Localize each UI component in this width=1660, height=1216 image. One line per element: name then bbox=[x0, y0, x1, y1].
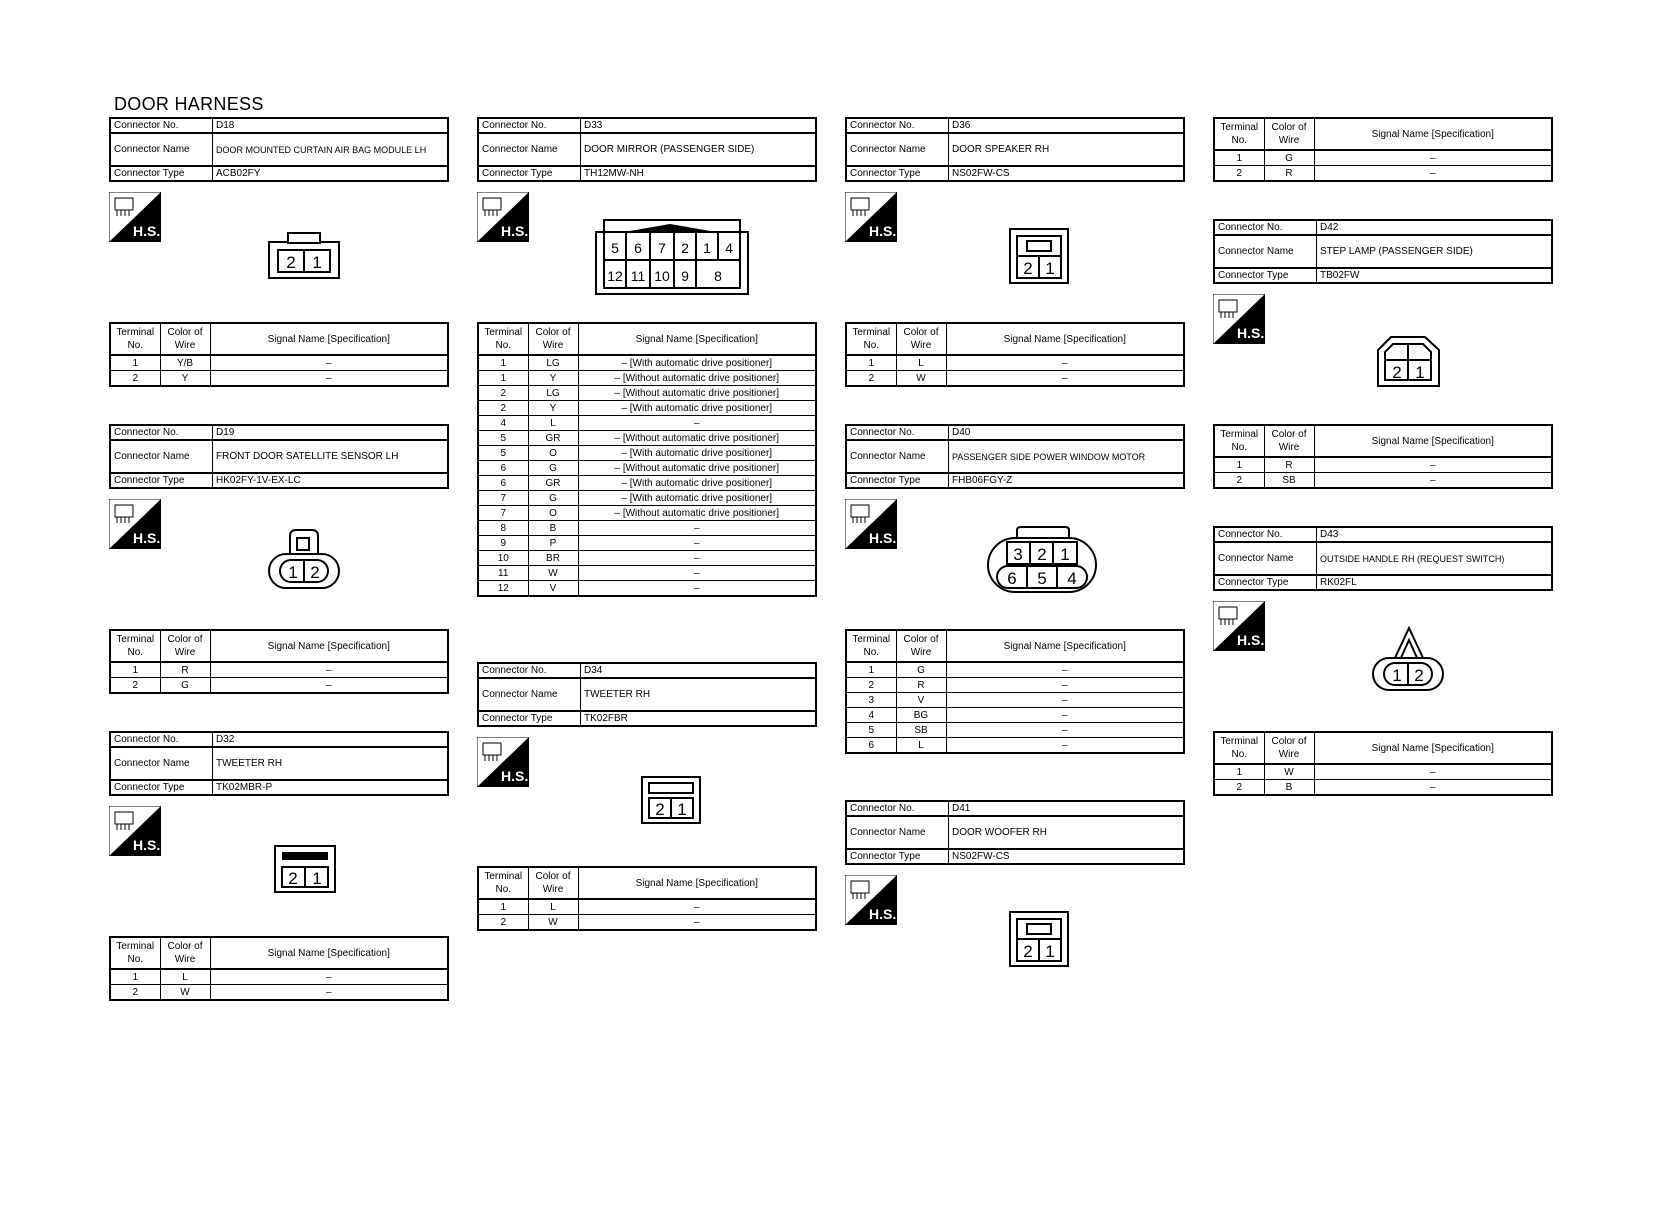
svg-text:1: 1 bbox=[288, 563, 298, 582]
table-row bbox=[478, 461, 816, 476]
terminal-table-d34: Terminal No. Color of Wire Signal Name [Specification] 1 L – 2 W – bbox=[477, 866, 817, 931]
conn-name-value: FRONT DOOR SATELLITE SENSOR LH bbox=[213, 440, 449, 473]
connector-face-d42 bbox=[1377, 336, 1441, 388]
svg-text:H.S.: H.S. bbox=[869, 530, 897, 546]
terminal-table-d41: Terminal No. Color of Wire Signal Name [Specification] 1 G – 2 R – bbox=[1213, 117, 1553, 182]
harness-side-icon bbox=[109, 806, 161, 856]
conn-type-label: Connector Type bbox=[110, 473, 213, 488]
signal-cell: – bbox=[946, 678, 1184, 693]
connector-d43-header: Connector No. D43 Connector Name OUTSIDE HANDLE RH (REQUEST SWITCH) Connector Type RK02FL bbox=[1213, 526, 1553, 591]
conn-no-value: D18 bbox=[213, 118, 449, 133]
svg-text:H.S.: H.S. bbox=[501, 223, 529, 239]
terminal-cell: 2 bbox=[1214, 166, 1264, 182]
harness-side-icon bbox=[109, 499, 161, 549]
svg-text:8: 8 bbox=[714, 268, 722, 284]
connector-face-d34 bbox=[641, 776, 703, 826]
terminal-table-d40: Terminal No. Color of Wire Signal Name [Specification] 1 G – 2 R – 3 V – 4 BG – 5 SB – 6 L – bbox=[845, 629, 1185, 754]
conn-type-value: HK02FY-1V-EX-LC bbox=[213, 473, 449, 488]
terminal-cell: 6 bbox=[478, 461, 528, 476]
wire-color-cell: Y/B bbox=[160, 355, 210, 371]
terminal-cell: 8 bbox=[478, 521, 528, 536]
signal-cell: – [With automatic drive positioner] bbox=[578, 446, 816, 461]
svg-text:10: 10 bbox=[654, 268, 670, 284]
terminal-cell: 1 bbox=[846, 662, 896, 678]
terminal-cell: 2 bbox=[1214, 780, 1264, 796]
signal-header: Signal Name [Specification] bbox=[210, 323, 448, 355]
wire-color-cell: R bbox=[1264, 166, 1314, 182]
terminal-table-d33: Terminal No. Color of Wire Signal Name [Specification] 1 LG – [With automatic drive positioner] 1 Y – [Without automatic drive positioner] 2 LG – [Without automatic drive positioner] 2 Y – [With automatic drive positioner] 4 L – 5 GR – [Without automatic drive positioner] 5 O – [With automatic drive positioner] 6 G – [Without automatic drive positioner] 6 GR – [With automatic drive positioner] 7 G – [With automatic drive positioner] 7 O – [Without automatic drive positioner] 8 B – 9 P – 10 BR – 11 W – 12 V – bbox=[477, 322, 817, 597]
terminal-table-d19: Terminal No. Color of Wire Signal Name [Specification] 1 R – 2 G – bbox=[109, 629, 449, 694]
terminal-cell: 9 bbox=[478, 536, 528, 551]
svg-text:5: 5 bbox=[1037, 569, 1047, 588]
table-row bbox=[478, 899, 816, 915]
page-title: DOOR HARNESS bbox=[114, 94, 264, 114]
terminal-cell: 2 bbox=[110, 985, 160, 1001]
connector-d32-header: Connector No. D32 Connector Name TWEETER RH Connector Type TK02MBR-P bbox=[109, 731, 449, 796]
conn-no-label: Connector No. bbox=[110, 425, 213, 440]
pin-2: 2 bbox=[286, 253, 296, 272]
harness-side-icon bbox=[477, 737, 529, 787]
table-row bbox=[1214, 166, 1552, 182]
conn-name-value: DOOR MOUNTED CURTAIN AIR BAG MODULE LH bbox=[213, 133, 449, 166]
signal-cell: – [With automatic drive positioner] bbox=[578, 355, 816, 371]
signal-cell: – bbox=[1314, 780, 1552, 796]
wire-color-cell: W bbox=[160, 985, 210, 1001]
svg-text:H.S.: H.S. bbox=[869, 223, 897, 239]
table-row bbox=[478, 416, 816, 431]
connector-face-d40 bbox=[987, 526, 1099, 596]
svg-text:H.S.: H.S. bbox=[869, 906, 897, 922]
table-row bbox=[478, 521, 816, 536]
table-row bbox=[846, 723, 1184, 738]
terminal-cell: 5 bbox=[478, 446, 528, 461]
wire-color-cell: R bbox=[896, 678, 946, 693]
terminal-cell: 2 bbox=[846, 678, 896, 693]
terminal-cell: 4 bbox=[846, 708, 896, 723]
harness-side-icon bbox=[845, 499, 897, 549]
signal-cell: – bbox=[946, 371, 1184, 387]
wire-color-cell: Y bbox=[528, 371, 578, 386]
conn-no-label: Connector No. bbox=[110, 118, 213, 133]
terminal-cell: 7 bbox=[478, 506, 528, 521]
terminal-header: Terminal No. bbox=[110, 323, 160, 355]
table-row bbox=[846, 662, 1184, 678]
terminal-cell: 4 bbox=[478, 416, 528, 431]
svg-text:1: 1 bbox=[1415, 363, 1425, 382]
svg-text:H.S.: H.S. bbox=[133, 837, 161, 853]
svg-text:6: 6 bbox=[634, 240, 642, 256]
table-row bbox=[478, 915, 816, 931]
color-header: Color of Wire bbox=[160, 323, 210, 355]
table-row bbox=[110, 985, 448, 1001]
table-row bbox=[478, 491, 816, 506]
signal-cell: – bbox=[578, 581, 816, 597]
table-row bbox=[478, 536, 816, 551]
table-row bbox=[846, 708, 1184, 723]
connector-d34-header: Connector No. D34 Connector Name TWEETER RH Connector Type TK02FBR bbox=[477, 662, 817, 727]
wire-color-cell: Y bbox=[160, 371, 210, 387]
table-row bbox=[846, 738, 1184, 754]
wire-color-cell: GR bbox=[528, 476, 578, 491]
table-row bbox=[478, 566, 816, 581]
terminal-cell: 12 bbox=[478, 581, 528, 597]
wire-color-cell: B bbox=[528, 521, 578, 536]
table-row bbox=[478, 506, 816, 521]
wire-color-cell: SB bbox=[1264, 473, 1314, 489]
wire-color-cell: W bbox=[1264, 764, 1314, 780]
connector-face-d32 bbox=[274, 845, 338, 895]
terminal-cell: 1 bbox=[846, 355, 896, 371]
svg-text:7: 7 bbox=[658, 240, 666, 256]
svg-text:3: 3 bbox=[1013, 545, 1023, 564]
harness-side-icon bbox=[1213, 294, 1265, 344]
terminal-table-d36: Terminal No. Color of Wire Signal Name [Specification] 1 L – 2 W – bbox=[845, 322, 1185, 387]
terminal-cell: 1 bbox=[1214, 150, 1264, 166]
table-row bbox=[846, 355, 1184, 371]
terminal-cell: 1 bbox=[478, 899, 528, 915]
connector-d19-header bbox=[109, 424, 449, 489]
signal-cell: – [Without automatic drive positioner] bbox=[578, 431, 816, 446]
wire-color-cell: L bbox=[528, 899, 578, 915]
wire-color-cell: BR bbox=[528, 551, 578, 566]
connector-face-d33 bbox=[594, 218, 750, 296]
signal-cell: – bbox=[210, 371, 448, 387]
table-row bbox=[846, 693, 1184, 708]
signal-cell: – bbox=[578, 551, 816, 566]
table-row bbox=[1214, 457, 1552, 473]
signal-cell: – [Without automatic drive positioner] bbox=[578, 386, 816, 401]
harness-side-icon bbox=[1213, 601, 1265, 651]
conn-type-label: Connector Type bbox=[110, 166, 213, 181]
terminal-cell: 2 bbox=[478, 386, 528, 401]
connector-face-d41 bbox=[1009, 911, 1071, 969]
svg-text:4: 4 bbox=[1067, 569, 1077, 588]
svg-text:H.S.: H.S. bbox=[1237, 632, 1265, 648]
wire-color-cell: L bbox=[896, 738, 946, 754]
connector-face-d18 bbox=[268, 232, 342, 280]
conn-name-label: Connector Name bbox=[110, 440, 213, 473]
signal-cell: – bbox=[946, 723, 1184, 738]
wire-color-cell: W bbox=[896, 371, 946, 387]
svg-text:2: 2 bbox=[655, 800, 665, 819]
hs-label: H.S. bbox=[133, 223, 161, 239]
signal-cell: – bbox=[578, 915, 816, 931]
terminal-cell: 1 bbox=[110, 662, 160, 678]
wire-color-cell: O bbox=[528, 446, 578, 461]
table-row bbox=[110, 662, 448, 678]
terminal-cell: 6 bbox=[478, 476, 528, 491]
signal-cell: – bbox=[210, 355, 448, 371]
terminal-cell: 10 bbox=[478, 551, 528, 566]
wire-color-cell: L bbox=[160, 969, 210, 985]
connector-d33-header: Connector No. D33 Connector Name DOOR MIRROR (PASSENGER SIDE) Connector Type TH12MW-NH bbox=[477, 117, 817, 182]
table-row bbox=[110, 969, 448, 985]
terminal-cell: 1 bbox=[110, 969, 160, 985]
terminal-cell: 2 bbox=[110, 371, 160, 387]
svg-text:1: 1 bbox=[703, 240, 711, 256]
signal-cell: – bbox=[578, 536, 816, 551]
conn-name-label: Connector Name bbox=[110, 133, 213, 166]
svg-text:1: 1 bbox=[1060, 545, 1070, 564]
terminal-cell: 1 bbox=[478, 371, 528, 386]
signal-cell: – bbox=[578, 416, 816, 431]
wire-color-cell: P bbox=[528, 536, 578, 551]
connector-d36-header: Connector No. D36 Connector Name DOOR SPEAKER RH Connector Type NS02FW-CS bbox=[845, 117, 1185, 182]
signal-cell: – bbox=[578, 566, 816, 581]
signal-cell: – [With automatic drive positioner] bbox=[578, 401, 816, 416]
table-row bbox=[1214, 473, 1552, 489]
wire-color-cell: B bbox=[1264, 780, 1314, 796]
svg-text:1: 1 bbox=[1392, 666, 1402, 685]
harness-side-icon bbox=[845, 192, 897, 242]
wire-color-cell: L bbox=[528, 416, 578, 431]
svg-text:9: 9 bbox=[681, 268, 689, 284]
conn-type-value: ACB02FY bbox=[213, 166, 449, 181]
table-row bbox=[478, 355, 816, 371]
svg-text:11: 11 bbox=[630, 268, 646, 284]
wire-color-cell: R bbox=[160, 662, 210, 678]
signal-cell: – [With automatic drive positioner] bbox=[578, 476, 816, 491]
signal-cell: – bbox=[210, 678, 448, 694]
terminal-cell: 11 bbox=[478, 566, 528, 581]
svg-text:6: 6 bbox=[1007, 569, 1017, 588]
svg-text:1: 1 bbox=[1045, 259, 1055, 278]
svg-text:1: 1 bbox=[677, 800, 687, 819]
signal-cell: – bbox=[946, 738, 1184, 754]
signal-cell: – bbox=[210, 985, 448, 1001]
wire-color-cell: W bbox=[528, 566, 578, 581]
table-row bbox=[846, 371, 1184, 387]
connector-d40-header: Connector No. D40 Connector Name PASSENGER SIDE POWER WINDOW MOTOR Connector Type FHB06FGY-Z bbox=[845, 424, 1185, 489]
svg-text:1: 1 bbox=[1045, 942, 1055, 961]
table-row bbox=[846, 678, 1184, 693]
wire-color-cell: G bbox=[160, 678, 210, 694]
harness-side-icon bbox=[109, 192, 161, 242]
signal-cell: – [Without automatic drive positioner] bbox=[578, 506, 816, 521]
table-row bbox=[1214, 780, 1552, 796]
wire-color-cell: G bbox=[528, 461, 578, 476]
svg-text:H.S.: H.S. bbox=[1237, 325, 1265, 341]
wire-color-cell: R bbox=[1264, 457, 1314, 473]
terminal-cell: 2 bbox=[846, 371, 896, 387]
signal-cell: – bbox=[946, 662, 1184, 678]
terminal-cell: 2 bbox=[478, 915, 528, 931]
terminal-cell: 2 bbox=[478, 401, 528, 416]
harness-side-icon bbox=[845, 875, 897, 925]
signal-cell: – bbox=[1314, 457, 1552, 473]
terminal-table-d32: Terminal No. Color of Wire Signal Name [Specification] 1 L – 2 W – bbox=[109, 936, 449, 1001]
wire-color-cell: LG bbox=[528, 355, 578, 371]
terminal-cell: 2 bbox=[110, 678, 160, 694]
wire-color-cell: GR bbox=[528, 431, 578, 446]
signal-cell: – bbox=[1314, 764, 1552, 780]
terminal-cell: 5 bbox=[846, 723, 896, 738]
wire-color-cell: LG bbox=[528, 386, 578, 401]
signal-cell: – bbox=[1314, 150, 1552, 166]
terminal-cell: 1 bbox=[478, 355, 528, 371]
terminal-table-d43: Terminal No. Color of Wire Signal Name [Specification] 1 W – 2 B – bbox=[1213, 731, 1553, 796]
svg-text:2: 2 bbox=[1414, 666, 1424, 685]
signal-cell: – [Without automatic drive positioner] bbox=[578, 371, 816, 386]
signal-cell: – bbox=[1314, 166, 1552, 182]
wire-color-cell: G bbox=[1264, 150, 1314, 166]
table-row bbox=[478, 401, 816, 416]
table-row bbox=[110, 355, 448, 371]
table-row bbox=[1214, 764, 1552, 780]
signal-cell: – bbox=[946, 708, 1184, 723]
connector-d42-header: Connector No. D42 Connector Name STEP LAMP (PASSENGER SIDE) Connector Type TB02FW bbox=[1213, 219, 1553, 284]
terminal-cell: 5 bbox=[478, 431, 528, 446]
signal-cell: – bbox=[210, 969, 448, 985]
signal-cell: – bbox=[578, 521, 816, 536]
svg-text:2: 2 bbox=[1023, 942, 1033, 961]
wire-color-cell: W bbox=[528, 915, 578, 931]
svg-text:H.S.: H.S. bbox=[501, 768, 529, 784]
svg-text:2: 2 bbox=[681, 240, 689, 256]
wire-color-cell: G bbox=[528, 491, 578, 506]
terminal-cell: 1 bbox=[1214, 457, 1264, 473]
wire-color-cell: BG bbox=[896, 708, 946, 723]
conn-no-value: D19 bbox=[213, 425, 449, 440]
wire-color-cell: Y bbox=[528, 401, 578, 416]
table-row bbox=[110, 678, 448, 694]
terminal-cell: 1 bbox=[110, 355, 160, 371]
table-row bbox=[110, 371, 448, 387]
svg-text:2: 2 bbox=[310, 563, 320, 582]
signal-cell: – bbox=[210, 662, 448, 678]
terminal-cell: 1 bbox=[1214, 764, 1264, 780]
connector-face-d43 bbox=[1372, 626, 1446, 692]
table-row bbox=[478, 446, 816, 461]
svg-text:4: 4 bbox=[725, 240, 733, 256]
svg-text:1: 1 bbox=[312, 869, 322, 888]
table-row bbox=[478, 386, 816, 401]
connector-d18-header bbox=[109, 117, 449, 182]
table-row bbox=[478, 431, 816, 446]
wire-color-cell: L bbox=[896, 355, 946, 371]
connector-face-d19 bbox=[268, 528, 342, 592]
wire-color-cell: SB bbox=[896, 723, 946, 738]
terminal-cell: 3 bbox=[846, 693, 896, 708]
signal-cell: – bbox=[946, 693, 1184, 708]
table-row bbox=[478, 581, 816, 597]
wire-color-cell: V bbox=[528, 581, 578, 597]
table-row bbox=[478, 476, 816, 491]
connector-d41-header: Connector No. D41 Connector Name DOOR WOOFER RH Connector Type NS02FW-CS bbox=[845, 800, 1185, 865]
svg-text:H.S.: H.S. bbox=[133, 530, 161, 546]
terminal-table-d18 bbox=[109, 322, 449, 387]
svg-text:2: 2 bbox=[288, 869, 298, 888]
harness-side-icon bbox=[477, 192, 529, 242]
svg-text:2: 2 bbox=[1392, 363, 1402, 382]
terminal-cell: 6 bbox=[846, 738, 896, 754]
wire-color-cell: G bbox=[896, 662, 946, 678]
svg-text:5: 5 bbox=[611, 240, 619, 256]
pin-1: 1 bbox=[312, 253, 322, 272]
terminal-table-d42: Terminal No. Color of Wire Signal Name [Specification] 1 R – 2 SB – bbox=[1213, 424, 1553, 489]
table-row bbox=[478, 551, 816, 566]
signal-cell: – [Without automatic drive positioner] bbox=[578, 461, 816, 476]
svg-text:12: 12 bbox=[607, 268, 623, 284]
svg-text:2: 2 bbox=[1023, 259, 1033, 278]
signal-cell: – [With automatic drive positioner] bbox=[578, 491, 816, 506]
table-row bbox=[1214, 150, 1552, 166]
wire-color-cell: V bbox=[896, 693, 946, 708]
connector-face-d36 bbox=[1009, 228, 1071, 286]
svg-text:2: 2 bbox=[1037, 545, 1047, 564]
signal-cell: – bbox=[578, 899, 816, 915]
terminal-cell: 2 bbox=[1214, 473, 1264, 489]
terminal-cell: 7 bbox=[478, 491, 528, 506]
signal-cell: – bbox=[946, 355, 1184, 371]
table-row bbox=[478, 371, 816, 386]
signal-cell: – bbox=[1314, 473, 1552, 489]
wire-color-cell: O bbox=[528, 506, 578, 521]
